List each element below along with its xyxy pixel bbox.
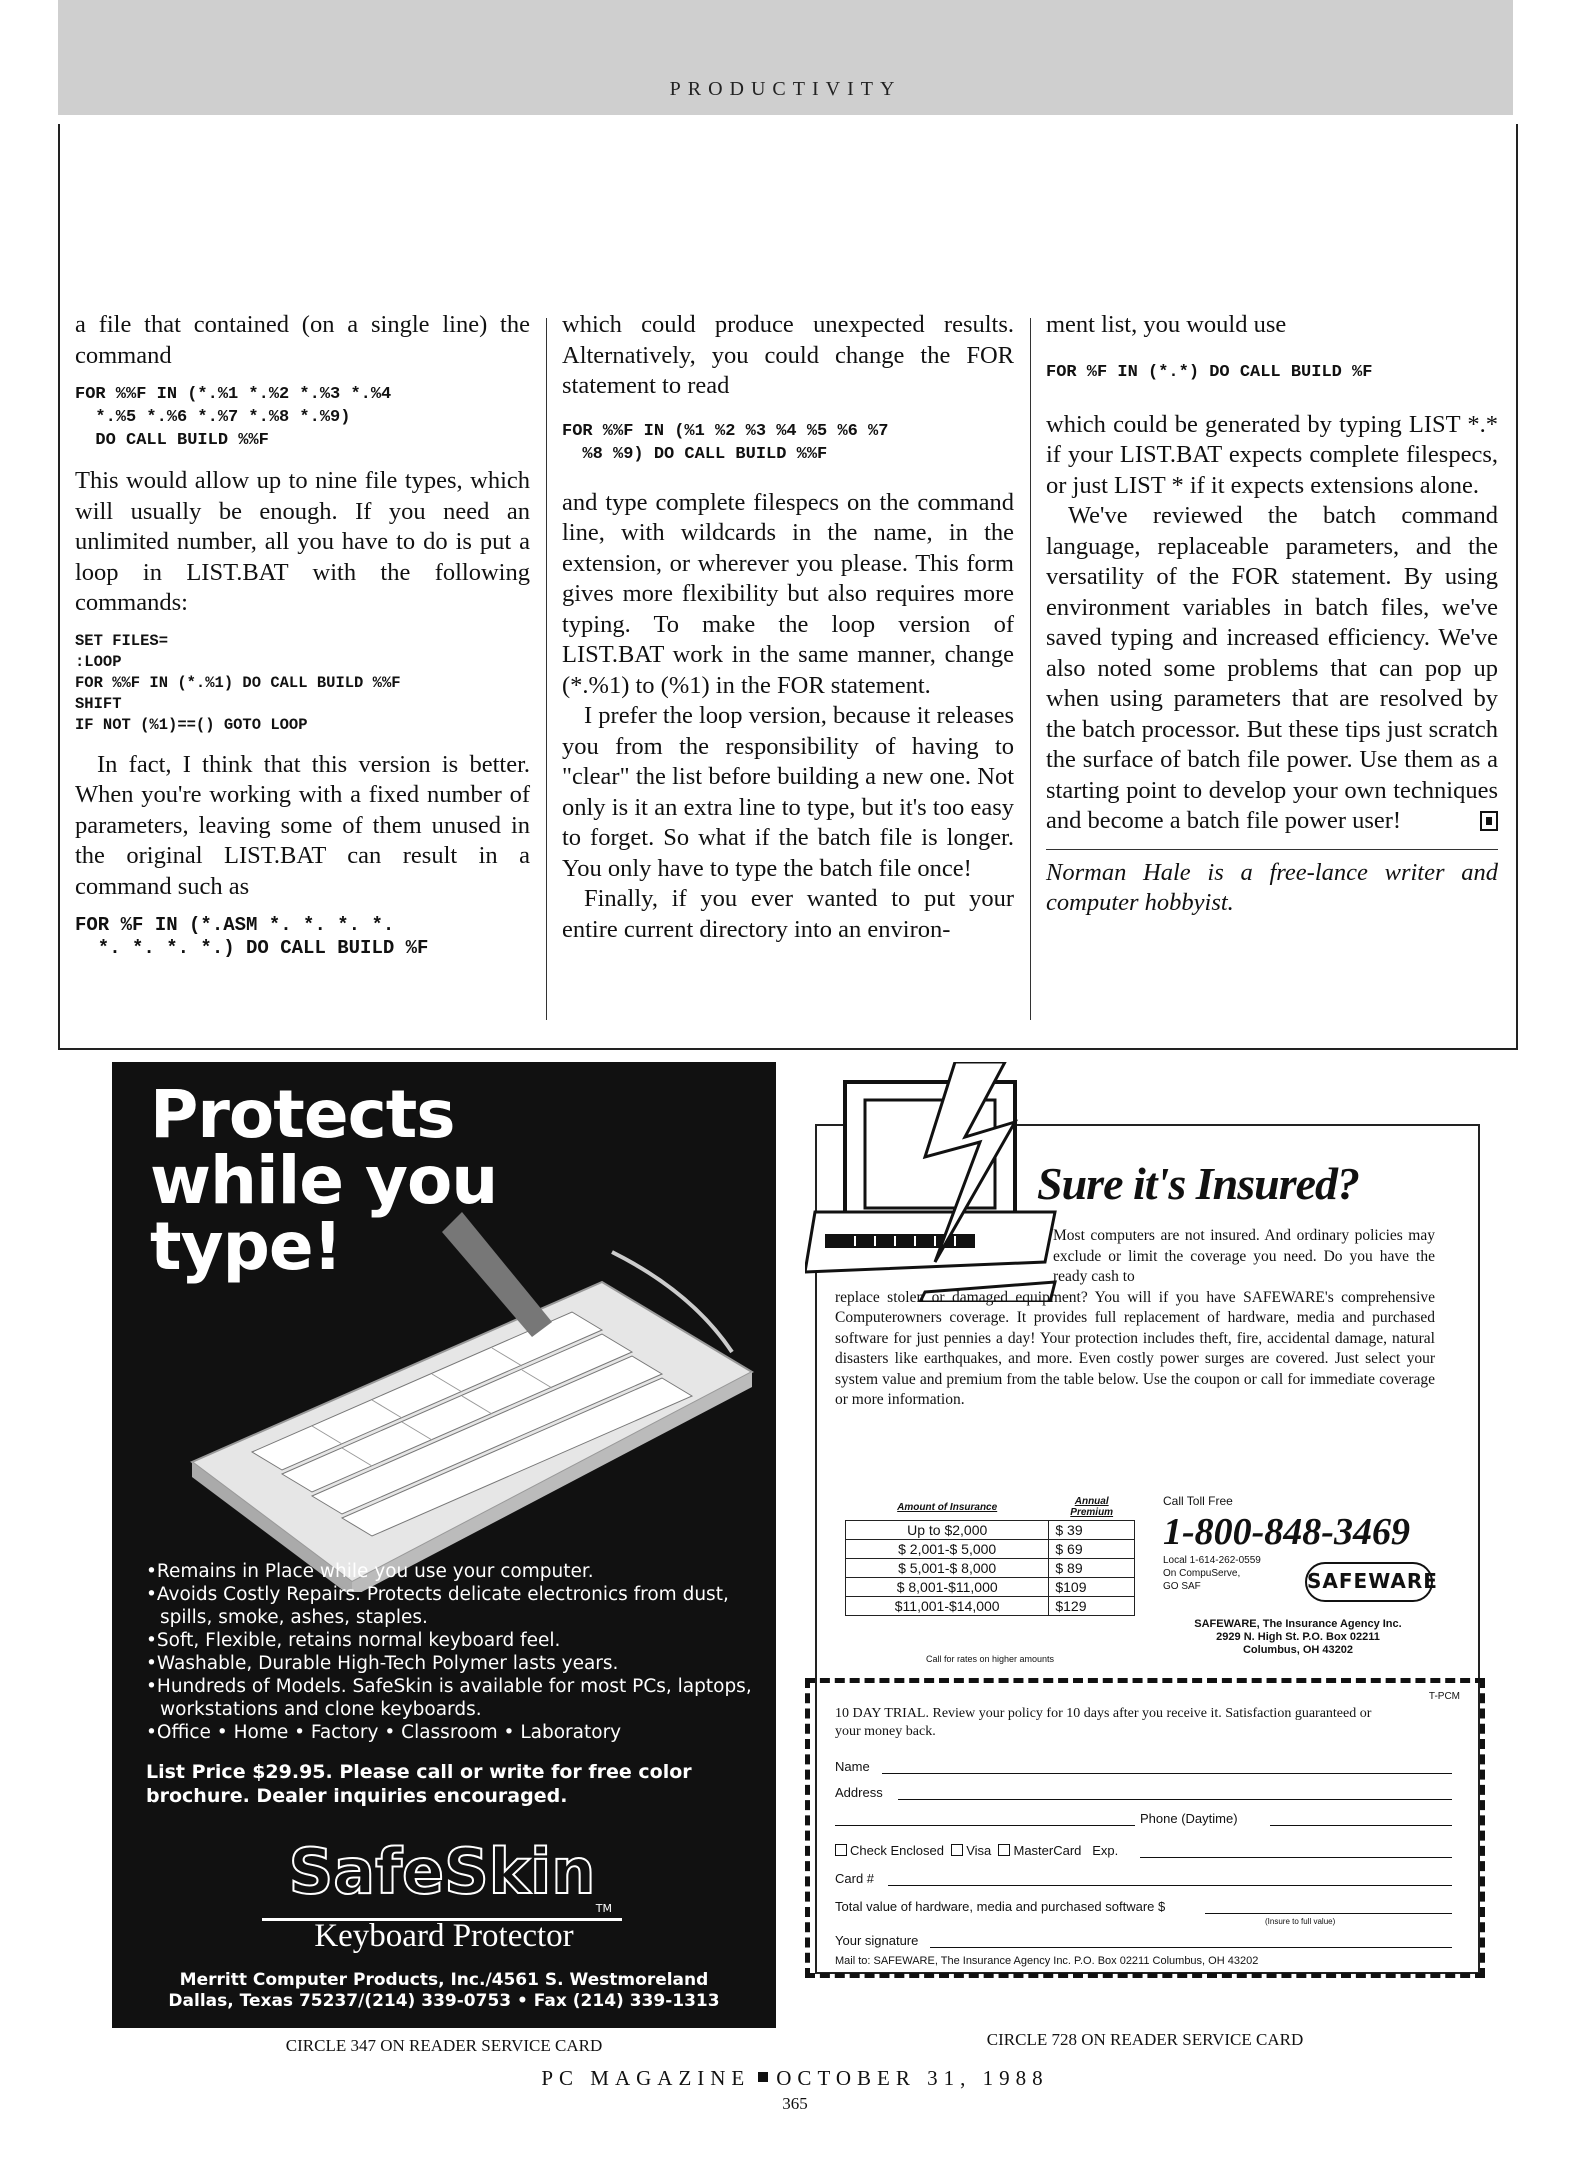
- column-header: Amount of Insurance: [897, 1501, 998, 1513]
- trademark-mark: TM: [595, 1902, 612, 1915]
- cell-premium: $ 89: [1049, 1559, 1135, 1578]
- table-row: [846, 1559, 1135, 1578]
- address-line: 2929 N. High St. P.O. Box 02211: [1216, 1631, 1380, 1643]
- ad-headline: [150, 1076, 498, 1285]
- feature-item: • Remains in Place while you use your computer.: [146, 1560, 766, 1583]
- exp-field[interactable]: [1140, 1857, 1452, 1858]
- code-listing: FOR %F IN (*.ASM *. *. *. *. *. *. *. *.) DO CALL BUILD %F: [75, 914, 429, 959]
- insure-note: (Insure to full value): [1265, 1917, 1336, 1926]
- paragraph: which could be generated by typing LIST *.* if your LIST.BAT expects complete filespecs, or just LIST * if it expects extensions alone.: [1046, 410, 1498, 499]
- local-line: Local 1-614-262-0559: [1163, 1555, 1261, 1566]
- cell-amount: $ 8,001-$11,000: [846, 1578, 1049, 1597]
- article-column-1: [75, 310, 530, 974]
- coupon-code: T-PCM: [1428, 1691, 1460, 1702]
- separator-square-icon: [758, 2072, 768, 2082]
- trial-text: 10 DAY TRIAL. Review your policy for 10 days after you receive it. Satisfaction guaranteed or your money back.: [835, 1706, 1372, 1739]
- feature-item: • Office • Home • Factory • Classroom • Laboratory: [146, 1721, 766, 1744]
- cell-amount: $ 5,001-$ 8,000: [846, 1559, 1049, 1578]
- column-rule: [546, 318, 547, 1020]
- local-line: GO SAF: [1163, 1581, 1201, 1592]
- table-header-row: [846, 1494, 1135, 1521]
- option-label: MasterCard: [1013, 1843, 1082, 1858]
- paragraph: This would allow up to nine file types, which will usually be enough. If you need an unlimited number, all you have to do is put a loop in LIST.BAT with the following commands:: [75, 467, 530, 616]
- table-row: [846, 1521, 1135, 1540]
- paragraph: In fact, I think that this version is better. When you're working with a fixed number of parameters, leaving some of them unused in the original LIST.BAT can result in a command such as: [75, 750, 530, 900]
- check-enclosed-checkbox[interactable]: [835, 1844, 847, 1856]
- address-field[interactable]: [898, 1799, 1452, 1800]
- ad-headline: Sure it's Insured?: [1037, 1158, 1360, 1209]
- page-footer: [0, 2066, 1590, 2091]
- table-row: [846, 1540, 1135, 1559]
- reader-service-caption: CIRCLE 728 ON READER SERVICE CARD: [986, 2030, 1304, 2049]
- option-label: Check Enclosed: [850, 1843, 944, 1858]
- safeskin-ad: [112, 1062, 776, 2028]
- ad-body-rest: replace stolen or damaged equipment? You will if you have SAFEWARE's comprehensive Computerowners coverage. It provides full replacement of hardware, media and purchased software for just pennies a day! Your protection includes theft, fire, accidental damage, natural disasters like earthquakes, and more. Even costly power surges are covered. Just select your system value and premium from the table below. Use the coupon or call for immediate coverage or more information.: [835, 1288, 1435, 1408]
- address-field-line-2[interactable]: [835, 1825, 1135, 1826]
- feature-item: • Hundreds of Models. SafeSkin is available for most PCs, laptops, workstations and clone keyboards.: [146, 1675, 766, 1721]
- signature-field[interactable]: [930, 1947, 1452, 1948]
- paragraph: Finally, if you ever wanted to put your entire current directory into an environ-: [562, 885, 1014, 943]
- headline-line: while you: [150, 1142, 498, 1219]
- cell-amount: $11,001-$14,000: [846, 1597, 1049, 1616]
- issue-date: OCTOBER 31, 1988: [776, 2066, 1049, 2090]
- option-label: Visa: [966, 1843, 992, 1858]
- paragraph-text: We've reviewed the batch command language, replaceable parameters, and the versatility of the FOR statement. By using environment variables in batch files, we've saved typing and increased efficiency. We've also noted some problems that can pop up when using parameters that are resolved by the batch processor. But these tips just scratch the surface of batch file power. Use them as a starting point to develop your own techniques and become a batch file power user!: [1046, 502, 1498, 834]
- phone-number: 1-800-848-3469: [1163, 1511, 1410, 1553]
- price-text: List Price $29.95. Please call or write for free color brochure. Dealer inquiries encouraged.: [146, 1761, 692, 1807]
- total-value-label: Total value of hardware, media and purchased software $: [835, 1899, 1166, 1914]
- cell-premium: $ 69: [1049, 1540, 1135, 1559]
- order-coupon: [805, 1678, 1485, 1978]
- cell-amount: $ 2,001-$ 5,000: [846, 1540, 1049, 1559]
- phone-field-label: Phone (Daytime): [1140, 1811, 1238, 1826]
- signature-label: Your signature: [835, 1933, 919, 1948]
- mastercard-checkbox[interactable]: [998, 1844, 1010, 1856]
- paragraph: I prefer the loop version, because it releases you from the responsibility of having to "clear" the list before building a new one. Not only is it an extra line to type, but it's too easy to forget. So what if the batch file is longer. You only have to type the batch file once!: [562, 702, 1014, 882]
- article-column-3: [1046, 310, 1498, 919]
- reader-service-caption: CIRCLE 347 ON READER SERVICE CARD: [285, 2036, 603, 2055]
- paragraph: a file that contained (on a single line) the command: [75, 311, 530, 369]
- magazine-name: PC MAGAZINE: [541, 2066, 751, 2090]
- table-row: [846, 1597, 1135, 1616]
- feature-item: • Washable, Durable High-Tech Polymer lasts years.: [146, 1652, 766, 1675]
- product-name: Keyboard Protector: [314, 1918, 574, 1954]
- local-contact: [1163, 1554, 1293, 1593]
- end-mark-icon: [1480, 811, 1498, 831]
- cell-premium: $ 39: [1049, 1521, 1135, 1540]
- cell-amount: Up to $2,000: [846, 1521, 1049, 1540]
- rate-note: Call for rates on higher amounts: [925, 1654, 1055, 1664]
- card-number-field[interactable]: [888, 1885, 1452, 1886]
- headline-line: Protects: [150, 1076, 455, 1153]
- local-line: On CompuServe,: [1163, 1568, 1241, 1579]
- visa-checkbox[interactable]: [951, 1844, 963, 1856]
- mail-to: Mail to: SAFEWARE, The Insurance Agency Inc. P.O. Box 02211 Columbus, OH 43202: [835, 1955, 1259, 1967]
- card-field-label: Card #: [835, 1871, 875, 1886]
- address-line: Columbus, OH 43202: [1242, 1644, 1354, 1656]
- ad-body: [835, 1226, 1435, 1411]
- logo-text: SafeSkin: [288, 1835, 596, 1908]
- author-bio: Norman Hale is a free-lance writer and computer hobbyist.: [1046, 858, 1498, 916]
- column-rule: [1030, 318, 1031, 1020]
- safeware-ad: [805, 1062, 1485, 2028]
- feature-item: • Avoids Costly Repairs. Protects delicate electronics from dust, spills, smoke, ashes, staples.: [146, 1583, 766, 1629]
- code-listing: FOR %F IN (*.*) DO CALL BUILD %F: [1046, 362, 1373, 382]
- feature-list: [146, 1560, 766, 1744]
- address-line: SAFEWARE, The Insurance Agency Inc.: [1194, 1618, 1402, 1630]
- headline-line: type!: [150, 1208, 342, 1285]
- address-field-label: Address: [835, 1785, 883, 1800]
- article-column-2: [562, 310, 1014, 945]
- phone-field[interactable]: [1270, 1825, 1452, 1826]
- company-info: [112, 1970, 776, 2012]
- section-label: PRODUCTIVITY: [669, 78, 902, 100]
- company-line: Merritt Computer Products, Inc./4561 S. Westmoreland: [179, 1970, 709, 1990]
- code-listing: FOR %%F IN (%1 %2 %3 %4 %5 %6 %7 %8 %9) DO CALL BUILD %%F: [562, 421, 889, 464]
- mailing-address: [1163, 1618, 1433, 1657]
- ad-body-lead: Most computers are not insured. And ordinary policies may exclude or limit the coverage you need. Do you have the ready cash to: [1053, 1227, 1435, 1285]
- paragraph: which could produce unexpected results. Alternatively, you could change the FOR statement to read: [562, 311, 1014, 399]
- cell-premium: $129: [1049, 1597, 1135, 1616]
- paragraph: and type complete filespecs on the command line, with wildcards in the name, in the extension, or wherever you please. This form gives more flexibility but also requires more typing. To make the loop version of LIST.BAT work in the same manner, change (*.%1) to (%1) in the FOR statement.: [562, 488, 1014, 699]
- cell-premium: $109: [1049, 1578, 1135, 1597]
- toll-free-label: Call Toll Free: [1163, 1494, 1233, 1508]
- paragraph: ment list, you would use: [1046, 311, 1287, 338]
- name-field[interactable]: [882, 1773, 1452, 1774]
- page-number: 365: [782, 2094, 808, 2113]
- payment-options: [835, 1843, 1118, 1858]
- column-header: Annual Premium: [1070, 1496, 1114, 1518]
- safeware-logo: SAFEWARE: [1305, 1562, 1433, 1602]
- rate-table: [845, 1494, 1135, 1616]
- table-row: [846, 1578, 1135, 1597]
- code-listing: FOR %%F IN (*.%1 *.%2 *.%3 *.%4 *.%5 *.%6 *.%7 *.%8 *.%9) DO CALL BUILD %%F: [75, 385, 392, 450]
- byline-rule: [1046, 849, 1498, 850]
- total-value-field[interactable]: [1205, 1913, 1452, 1914]
- company-line: Dallas, Texas 75237/(214) 339-0753 • Fax (214) 339-1313: [168, 1991, 720, 2011]
- paragraph: [1046, 501, 1498, 837]
- name-field-label: Name: [835, 1759, 870, 1774]
- feature-item: • Soft, Flexible, retains normal keyboard feel.: [146, 1629, 766, 1652]
- code-listing: SET FILES= :LOOP FOR %%F IN (*.%1) DO CALL BUILD %%F SHIFT IF NOT (%1)==() GOTO LOOP: [75, 631, 401, 734]
- exp-label: Exp.: [1092, 1843, 1119, 1858]
